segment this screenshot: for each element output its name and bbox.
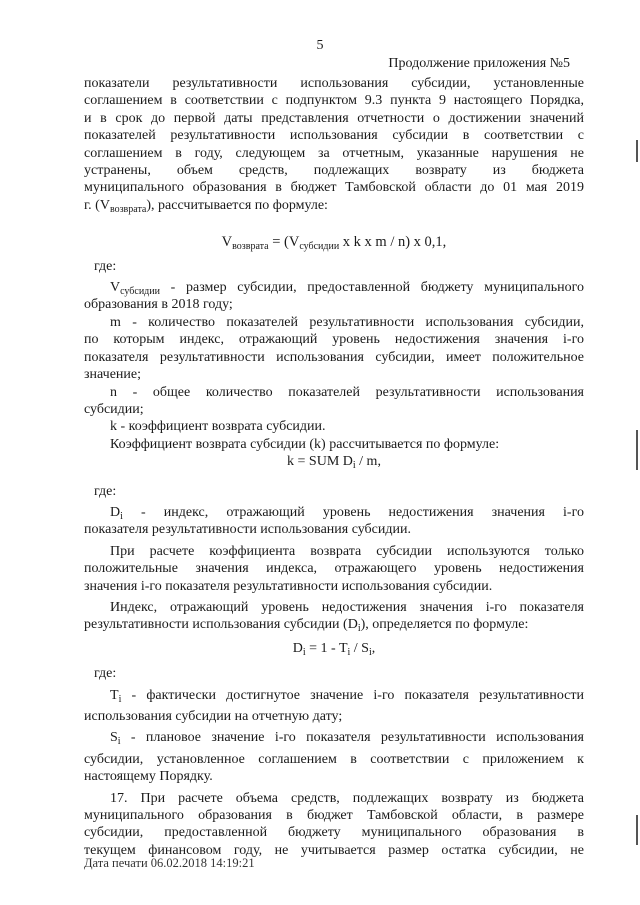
text-line: положительные значения индекса, отражающего уровень недостижения	[84, 561, 584, 577]
text-line: образования в 2018 году;	[84, 297, 233, 313]
text-line: показатели результативности использования субсидии, установленные	[84, 76, 584, 91]
where-label: где:	[94, 666, 117, 682]
definition-d: $D_i$ - индекс, отражающий уровень недостижения значения i-го	[110, 504, 584, 522]
text-line: соглашением в соответствии с подпунктом 9.3 пункта 9 настоящего Порядка,	[84, 93, 584, 109]
text-line: текущем финансовом году, не учитывается размер остатка субсидии, не	[84, 842, 584, 858]
text-line: показателей результативности использования субсидии в соответствии с	[84, 128, 584, 144]
definition-n: n - общее количество показателей результативности использования	[110, 384, 584, 400]
text-line: показателя результативности использования субсидии, имеет положительное	[84, 349, 584, 365]
where-label: где:	[94, 483, 117, 499]
text-line: соглашением в году, следующем за отчетным, указанные нарушения не	[84, 145, 584, 161]
print-date: Дата печати 06.02.2018 14:19:21	[84, 856, 255, 870]
k-intro: Коэффициент возврата субсидии (k) рассчитывается по формуле:	[110, 436, 500, 452]
definition-s: $S_i$ - плановое значение i-го показателя результативности использования	[110, 730, 584, 748]
text-line: по которым индекс, отражающий уровень недостижения значения i-го	[84, 332, 584, 348]
annex-caption: Продолжение приложения №5	[388, 56, 570, 71]
text-line: значения i-го показателя результативности использования субсидии.	[84, 578, 493, 594]
definition-v-subsidy: $V_{субсидии}$ - размер субсидии, предоставленной бюджету муниципального	[110, 280, 584, 298]
text-line: Индекс, отражающий уровень недостижения значения i-го показателя	[110, 599, 584, 615]
text-line: г. $(V_{возврата})$, рассчитывается по формуле:	[84, 197, 328, 215]
text-line: муниципального образования в бюджет Тамбовской области до 01 мая 2019	[84, 180, 584, 196]
text-line: муниципального образования в бюджет Тамбовской области, в размере	[84, 808, 584, 824]
text-line: субсидии, установленное соглашением в соответствии с приложением к	[84, 751, 584, 767]
text-line: настоящему Порядку.	[84, 769, 213, 785]
text-line: значение;	[84, 367, 142, 383]
definition-t: $T_i$ - фактически достигнутое значение i-го показателя результативности	[110, 687, 584, 705]
where-label: где:	[94, 258, 117, 274]
text-line: субсидии;	[84, 401, 144, 417]
definition-k: k - коэффициент возврата субсидии.	[110, 419, 326, 435]
text-line: устранены, объем средств, подлежащих возврату из бюджета	[84, 163, 584, 179]
formula-d: $D_i = 1 - T_i / S_i$,	[292, 640, 376, 658]
text-line: и в срок до первой даты представления отчетности о достижении значений	[84, 110, 584, 126]
definition-m: m - количество показателей результативности использования субсидии,	[110, 314, 584, 330]
formula-return-volume: $V_{возврата} = (V_{субсидии}$ x k x m / n) x 0,1,	[221, 234, 447, 253]
text-line: использования субсидии на отчетную дату;	[84, 709, 343, 724]
document-body	[84, 75, 584, 859]
scan-edge-mark	[636, 430, 638, 470]
scan-edge-mark	[636, 815, 638, 845]
formula-k: k = SUM $D_i$ / m,	[287, 454, 381, 472]
scan-edge-mark	[636, 140, 638, 162]
page-number: 5	[316, 38, 324, 53]
text-line: субсидии, предоставленной бюджету муниципального образования в	[84, 825, 584, 841]
text-line: 17. При расчете объема средств, подлежащих возврату из бюджета	[110, 790, 584, 806]
text-line: показателя результативности использования субсидии.	[84, 522, 411, 538]
text-line: результативности использования субсидии $(D_i)$, определяется по формуле:	[84, 617, 529, 635]
text-line: При расчете коэффициента возврата субсидии используются только	[110, 543, 584, 559]
